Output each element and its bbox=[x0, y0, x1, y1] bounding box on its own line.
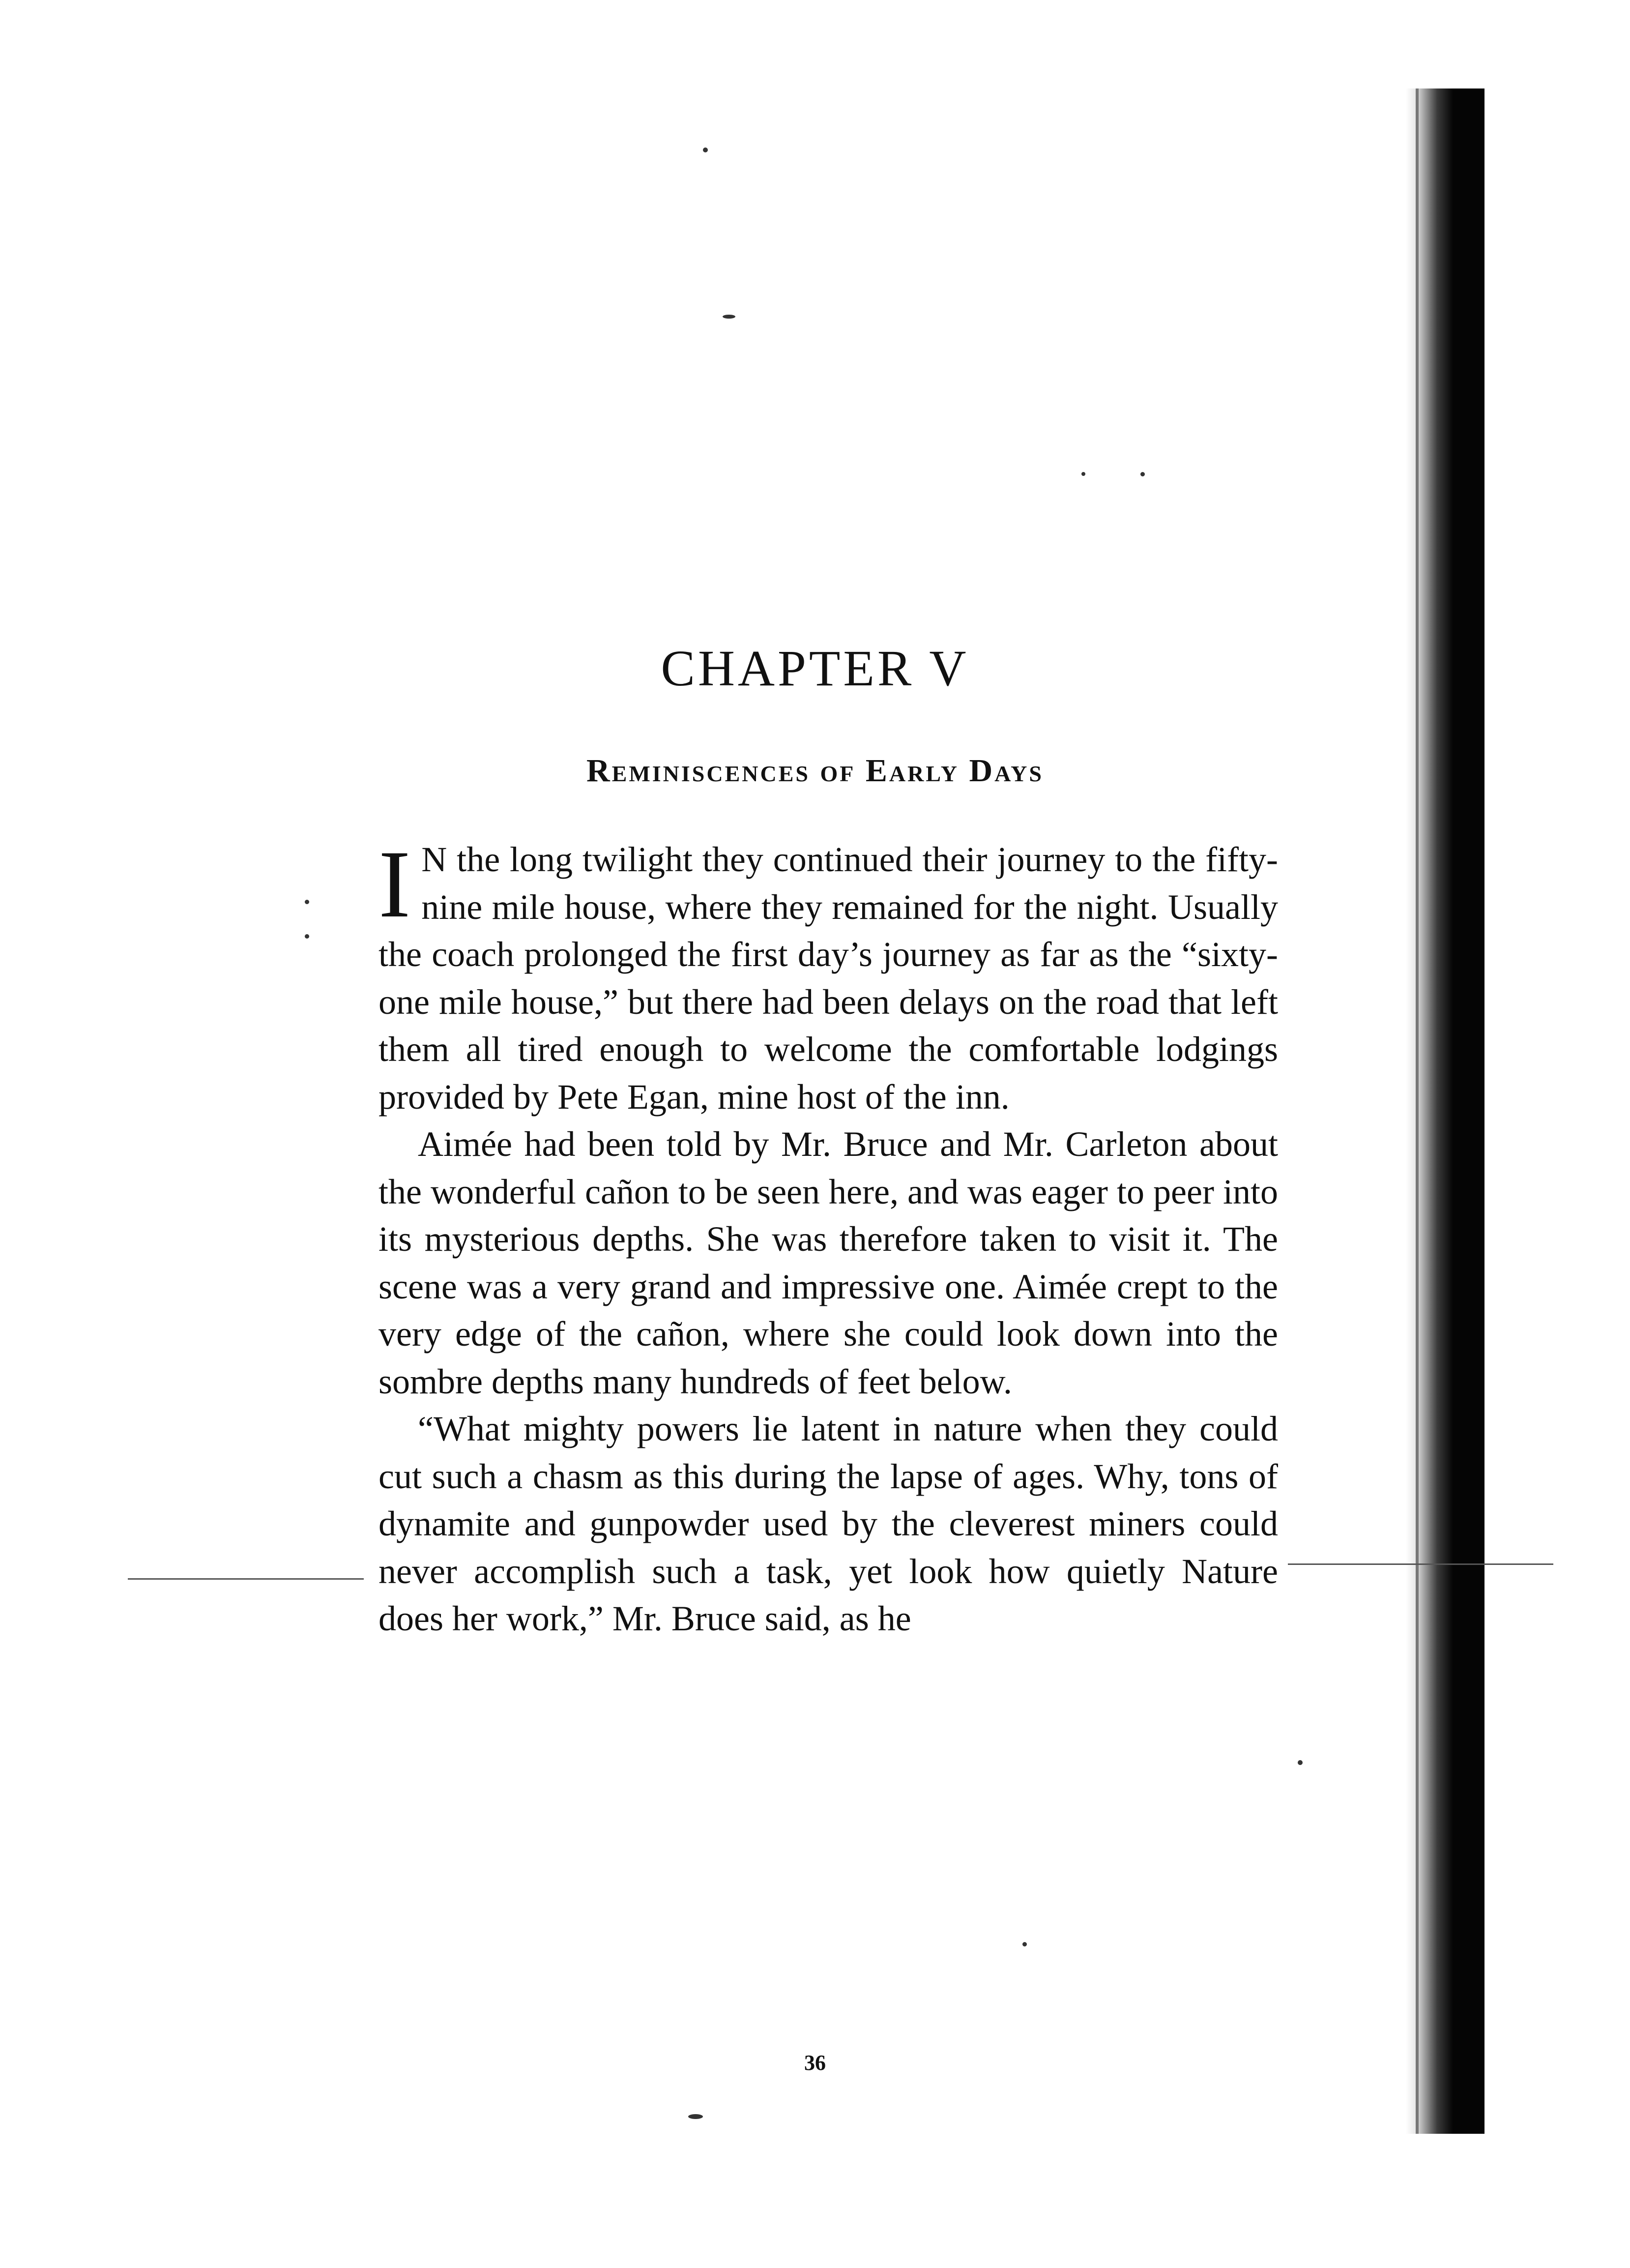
paragraph-2: Aimée had been told by Mr. Bruce and Mr. Carleton about the wonderful cañon to be seen here, and was eager to peer into its mysterious depths. She was therefore taken to visit it. The scene was a very grand and impressive one. Aimée crept to the very edge of the cañon, where she could look down into the sombre depths many hundreds of feet below. bbox=[378, 1124, 1278, 1401]
scan-speck bbox=[1298, 1760, 1303, 1765]
scan-speck bbox=[1140, 472, 1145, 476]
paragraph-3: “What mighty powers lie latent in nature when they could cut such a chasm as this during the lapse of ages. Why, tons of dynamite and gunpowder used by the cleverest miners could never accomplish such a task, yet look how quietly Nature does her work,” Mr. Bruce said, as he bbox=[378, 1409, 1278, 1638]
scan-speck bbox=[305, 900, 309, 904]
scan-speck bbox=[723, 315, 735, 319]
scan-speck bbox=[703, 147, 708, 152]
page-number: 36 bbox=[804, 2051, 826, 2075]
drop-cap: I bbox=[378, 831, 411, 938]
paragraph-1 bbox=[378, 831, 1278, 1120]
chapter-body bbox=[378, 831, 1278, 1643]
paragraph-1-text: N the long twilight they continued their journey to the fifty-nine mile house, where they remained for the night. Usually the coach prolonged the first day’s journey as far as the “sixty-one mile house,” but there had been delays on the road that left them all tired enough to welcome the comfortable lodgings provided by Pete Egan, mine host of the inn. bbox=[378, 840, 1278, 1117]
chapter-title: CHAPTER V bbox=[661, 640, 969, 697]
scan-line-right bbox=[1288, 1563, 1553, 1565]
scan-speck bbox=[688, 2114, 703, 2119]
scan-line-left bbox=[128, 1578, 364, 1580]
scan-speck bbox=[305, 934, 309, 939]
chapter-subtitle: Reminiscences of Early Days bbox=[586, 753, 1044, 789]
scan-speck bbox=[1022, 1942, 1027, 1946]
scan-speck bbox=[1081, 472, 1085, 476]
binding-shadow-line bbox=[1416, 88, 1419, 2134]
